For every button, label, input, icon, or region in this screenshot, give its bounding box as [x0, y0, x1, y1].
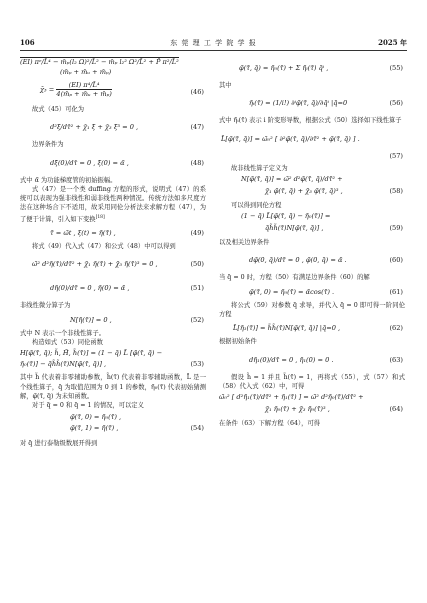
equation-number: (51): [190, 284, 204, 293]
paragraph: 构造如式（53）同伦函数: [32, 339, 103, 347]
paragraph: 当 q̃ = 0 时，方程（50）有满足边界条件（60）的解: [219, 274, 370, 282]
equation-number: (48): [190, 158, 204, 167]
equation-48: dξ̄(0)/dτ̄ = 0 , ξ̄(0) = α̃ , (48): [50, 158, 204, 167]
equation-58: N[φ̃(τ̃, q̃)] = ω̃² d²φ̃(τ̃, q̃)/dτ̃² + χ̃₁ φ̃(τ̃, q̃) + χ̃₃ φ̃(τ̃, q̃)³ , (58): [241, 174, 403, 195]
paragraph: 假设 h̃ = 1 并且 h̃(τ̃) = 1，再将式（55），式（57）和式（58）代入式（62）中，可得: [219, 373, 405, 390]
equation-number: (49): [190, 229, 204, 238]
equation-55: φ̃(τ̃, q̃) = η̃₀(τ̃) + Σ η̃ᵢ(τ̃) q̃ⁱ , (55): [239, 64, 403, 72]
equation-number: (56): [389, 99, 403, 108]
paragraph: 对于 q̃ = 0 和 q̃ = 1 的情况，可以定义: [32, 402, 144, 410]
equation-52: N[η̃(τ̃)] = 0 , (52): [70, 315, 204, 324]
running-header: [20, 38, 407, 51]
equation-number: (59): [389, 224, 403, 233]
equation-46: χ̄₃ = $\frac{\text{(EI) π⁴/L̄⁴}}{\text{4(m̄ₚ + m̄ᵤ + m̄ₚ)}}$ (46): [40, 81, 204, 98]
year: 2025 年: [378, 38, 407, 47]
equation-51: dη̃(0)/dτ̃ = 0 , η̃(0) = α̃ , (51): [50, 284, 204, 293]
equation-number: (47): [190, 123, 204, 132]
equation-number: (55): [389, 64, 403, 72]
equation-62: L̃[η̃₁(τ̃)] = h̃h̃(τ̃)N[φ̃(τ̃, q̃)] |q̃=0 , (62): [233, 324, 403, 333]
equation-number: (63): [389, 355, 403, 364]
equation-number: (46): [190, 88, 204, 96]
right-column: [219, 55, 405, 595]
equation-number: (58): [389, 186, 403, 195]
equation-50: ω̃² d²η̃(τ̃)/dτ̃² + χ̃₁ η̃(τ̃) + χ̃₃ η̃(τ̃)³ = 0 , (50): [32, 260, 204, 269]
equation-49: τ̃ = ω̃t , ξ(t) = η̃(τ̃) , (49): [50, 229, 204, 238]
equation-53: H[φ̃(τ̃, q̃); h̃, H̃, h̃(τ̃)] = (1 − q̃) L̃ [φ̃(τ̃, q̃) − η̃₀(τ̃)] − q̃h̃h̃(τ̃)N[φ̃(τ̃, q̃)] , (53): [20, 349, 204, 369]
paragraph: 非线性微分算子为: [20, 302, 71, 310]
journal-title: 东 莞 理 工 学 院 学 报: [170, 39, 257, 47]
paragraph: 式中 α̃ 为功能梯度管的初始振幅。: [20, 176, 117, 184]
equation-number: (54): [190, 423, 204, 432]
paragraph: 式中 η̃ᵢ(τ̃) 表示 i 阶变形导数，根据公式（50）选择如下线性算子: [219, 117, 402, 125]
equation-57-number: [219, 152, 405, 162]
equation-57: L̃[φ̃(τ̃, q̃)] = ω̃₀² [ ∂²φ̃(τ̃, q̃)/∂τ̃² + φ̃(τ̃, q̃) ] .: [221, 134, 360, 143]
equation-number: (64): [389, 405, 403, 414]
equation-number: (52): [190, 315, 204, 324]
equation-60: dφ̃(0, q̃)/dτ̃ = 0 , φ̃(0, q̃) = α̃ . (60): [249, 256, 403, 265]
paragraph: 式（47）是一个类 duffing 方程的形式，说明式（47）的系统可以表现为强非线性和弱非线性两种情况。传统方法如多尺度方法在这种场合下不适用，故采用同伦分析法来求解方程（47），为了便于计算，引入如下变换[18]: [20, 185, 206, 223]
equation-number: (57): [389, 151, 403, 160]
paragraph: 式中 N 表示一个非线性算子。: [20, 329, 106, 337]
equation-number: (61): [389, 287, 403, 296]
paragraph: 故非线性算子定义为: [231, 164, 288, 172]
equation-64: ω̃₀² [ d²η̃₁(τ̃)/dτ̃² + η̃₁(τ̃) ] = ω̃² d²η̃₀(τ̃)/dτ̃² + χ̃₁ η̃₀(τ̃) + χ̃₃ η̃₀(τ̃)³ , (64): [219, 393, 403, 414]
paragraph: 故式（45）可化为: [32, 106, 85, 113]
equation-56: η̃ᵢ(τ̃) = (1/i!) ∂ⁱφ̃(τ̃, q̃)/∂q̃ⁱ |q̃=0 (56): [249, 99, 403, 108]
paragraph: 以及相关边界条件: [219, 239, 270, 247]
equation-number: (60): [389, 256, 403, 265]
equation-59: (1 − q̃) L̃[φ̃(τ̃, q̃) − η̃₀(τ̃)] = q̃h̃h̃(τ̃)N[φ̃(τ̃, q̃)] , (59): [241, 212, 403, 233]
paragraph: 其中: [219, 82, 232, 89]
paragraph: 可以得到同伦方程: [231, 201, 282, 209]
equation-number: (62): [389, 324, 403, 333]
left-column: [20, 55, 206, 595]
equation-top: (EI) πᵉ/L̄⁴ − m̄ₚ(l₂ Ω)²/L̄² − m̄ₚ l₂² Ω²/L̄² + P̄ π²/L̄² (m̄ₚ + m̄ᵤ + m̄ₚ): [20, 58, 179, 76]
paragraph: 在条件（63）下解方程（64），可得: [219, 420, 321, 428]
page-number: 106: [20, 38, 35, 47]
equation-54: φ̃(τ̃, 0) = η̃₀(τ̃) , φ̃(τ̃, 1) = η̃(τ̃) , (54): [70, 412, 204, 432]
paragraph: 其中 h̃ 代表着非零辅助参数，h̃(τ̃) 代表着非零辅助函数，L̃ 是一个线性算子，q̃ 为取值范围为 0 到 1 的参数，η̃₀(τ̃) 代表初始猜测解，φ̃(τ̃, q̃) 为未知函数。: [20, 374, 206, 400]
equation-61: φ̃(τ̃, 0) = η̃₀(τ̃) = α̃cos(τ̃) . (61): [249, 287, 403, 296]
paragraph: 将公式（59）对参数 q̃ 求导，并代入 q̃ = 0 即可得一阶同伦方程: [219, 301, 405, 319]
equation-number: (53): [190, 360, 204, 369]
equation-number: (50): [190, 260, 204, 269]
equation-47: d²ξ̄/dτ̄² + χ̄₁ ξ̄ + χ̄₃ ξ̄³ = 0 , (47): [50, 123, 204, 132]
equation-63: dη̃₁(0)/dτ̃ = 0 , η̃₁(0) = 0 . (63): [249, 355, 403, 364]
paragraph: 根据初始条件: [219, 338, 257, 346]
paragraph: 对 q̃ 进行泰勒级数展开得到: [20, 439, 98, 447]
citation: [18]: [95, 214, 105, 220]
paragraph: 边界条件为: [32, 141, 64, 149]
paragraph: 将式（49）代入式（47）和公式（48）中可以得到: [32, 243, 176, 251]
